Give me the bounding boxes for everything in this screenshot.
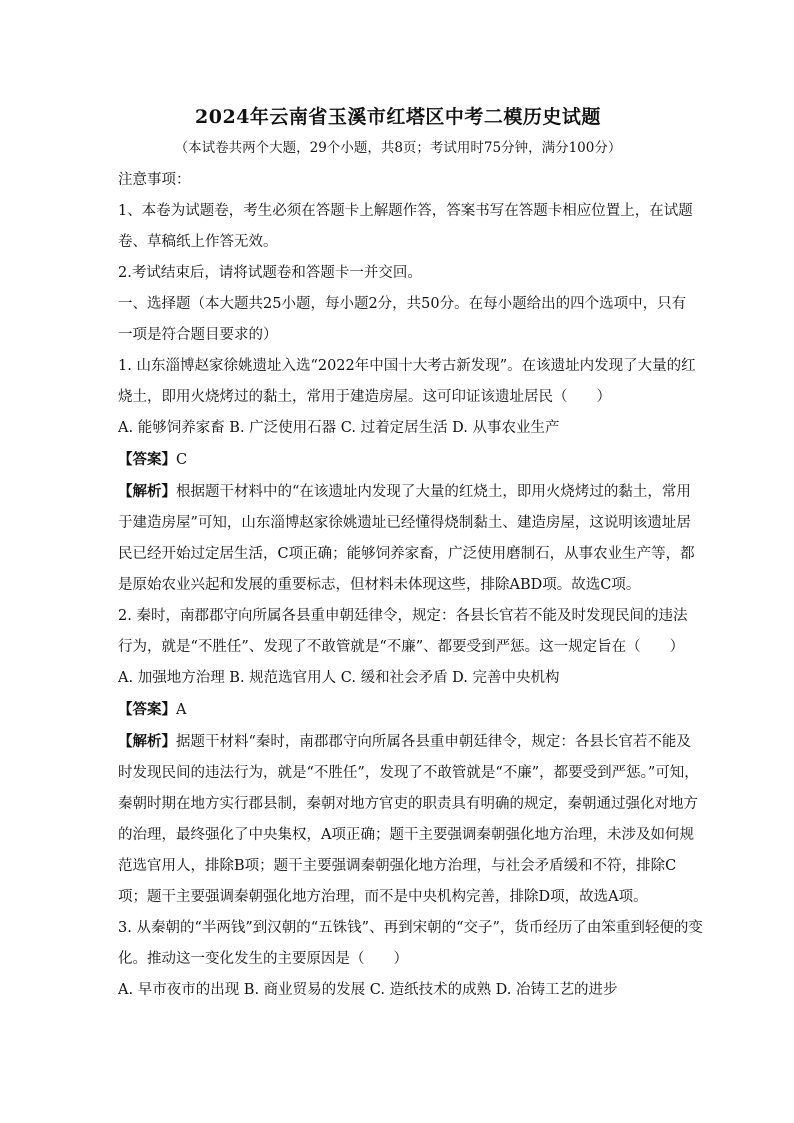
q1-analysis-tag: 【解析】 [118, 483, 176, 500]
q1-analysis-line-3: 民已经开始过定居生活，C项正确；能够饲养家畜，广泛使用磨制石，从事农业生产等，都 [118, 546, 695, 562]
q2-stem-line-1: 2. 秦时，南郡郡守向所属各县重申朝廷律令，规定：各县长官若不能及时发现民间的违法 [118, 608, 688, 624]
q2-analysis-line-3: 秦朝时期在地方实行郡县制，秦朝对地方官吏的职责具有明确的规定，秦朝通过强化对地方 [118, 796, 698, 812]
q3-options: A. 早市夜市的出现 B. 商业贸易的发展 C. 造纸技术的成熟 D. 冶铸工艺的进步 [118, 982, 618, 998]
q2-answer [118, 694, 678, 726]
q1-stem-line-2: 烧土，即用火烧烤过的黏土，常用于建造房屋。这可印证该遗址居民（ ） [118, 389, 611, 405]
q2-analysis-line-2: 时发现民间的违法行为，就是“不胜任”，发现了不敢管就是“不廉”，都要受到严惩。”可知， [118, 765, 699, 781]
exam-info: （本试卷共两个大题，29个小题，共8页；考试用时75分钟，满分100分） [174, 140, 622, 156]
q2-options: A. 加强地方治理 B. 规范选官用人 C. 缓和社会矛盾 D. 完善中央机构 [118, 670, 560, 686]
q2-analysis-line-4: 的治理，最终强化了中央集权，A项正确；题干主要强调秦朝强化地方治理，未涉及如何规 [118, 827, 694, 843]
q1-answer-tag: 【答案】 [118, 451, 176, 468]
q2-analysis-tag: 【解析】 [118, 733, 176, 750]
q2-analysis-line-5: 范选官用人，排除B项；题干主要强调秦朝强化地方治理，与社会矛盾缓和不符，排除C [118, 858, 677, 874]
q1-analysis-line-4: 是原始农业兴起和发展的重要标志，但材料未体现这些，排除ABD项。故选C项。 [118, 577, 641, 593]
q3-stem-line-2: 化。推动这一变化发生的主要原因是（ ） [118, 951, 408, 967]
section-1-heading-line-2: 一项是符合题目要求的） [118, 327, 278, 343]
q1-options: A. 能够饲养家畜 B. 广泛使用石器 C. 过着定居生活 D. 从事农业生产 [118, 420, 560, 436]
note-2: 2.考试结束后，请将试题卷和答题卡一并交回。 [118, 265, 422, 281]
q1-analysis-line-2: 于建造房屋”可知，山东淄博赵家徐姚遗址已经懂得烧制黏土、建造房屋，这说明该遗址居 [118, 515, 691, 531]
q3-stem-line-1: 3. 从秦朝的“半两钱”到汉朝的“五铢钱”、再到宋朝的“交子”，货币经历了由笨重到轻便的变 [118, 920, 703, 936]
note-1-line-1: 1、本卷为试题卷，考生必须在答题卡上解题作答，答案书写在答题卡相应位置上，在试题 [118, 203, 693, 219]
q2-analysis-line-6: 项；题干主要强调秦朝强化地方治理，而不是中央机构完善，排除D项，故选A项。 [118, 889, 648, 905]
q2-analysis-text-1: 据题干材料“秦时，南郡郡守向所属各县重申朝廷律令，规定：各县长官若不能及 [176, 734, 691, 750]
note-1-line-2: 卷、草稿纸上作答无效。 [118, 234, 278, 250]
q2-answer-tag: 【答案】 [118, 701, 176, 718]
q1-analysis-text-1: 根据题干材料中的“在该遗址内发现了大量的红烧土，即用火烧烤过的黏土，常用 [176, 484, 691, 500]
q2-analysis-line-1 [118, 726, 691, 758]
q2-answer-value: A [176, 702, 187, 718]
page-title: 2024年云南省玉溪市红塔区中考二模历史试题 [195, 106, 601, 128]
section-1-heading-line-1: 一、选择题（本大题共25小题，每小题2分，共50分。在每小题给出的四个选项中，只有 [118, 296, 687, 312]
q1-answer-value: C [176, 452, 188, 468]
q1-stem-line-1: 1. 山东淄博赵家徐姚遗址入选“2022年中国十大考古新发现”。在该遗址内发现了大量的红 [118, 358, 696, 374]
q2-stem-line-2: 行为，就是“不胜任”、发现了不敢管就是“不廉”、都要受到严惩。这一规定旨在（ ） [118, 639, 685, 655]
q1-analysis-line-1 [118, 476, 691, 508]
notes-heading: 注意事项： [118, 172, 191, 188]
q1-answer [118, 444, 678, 476]
